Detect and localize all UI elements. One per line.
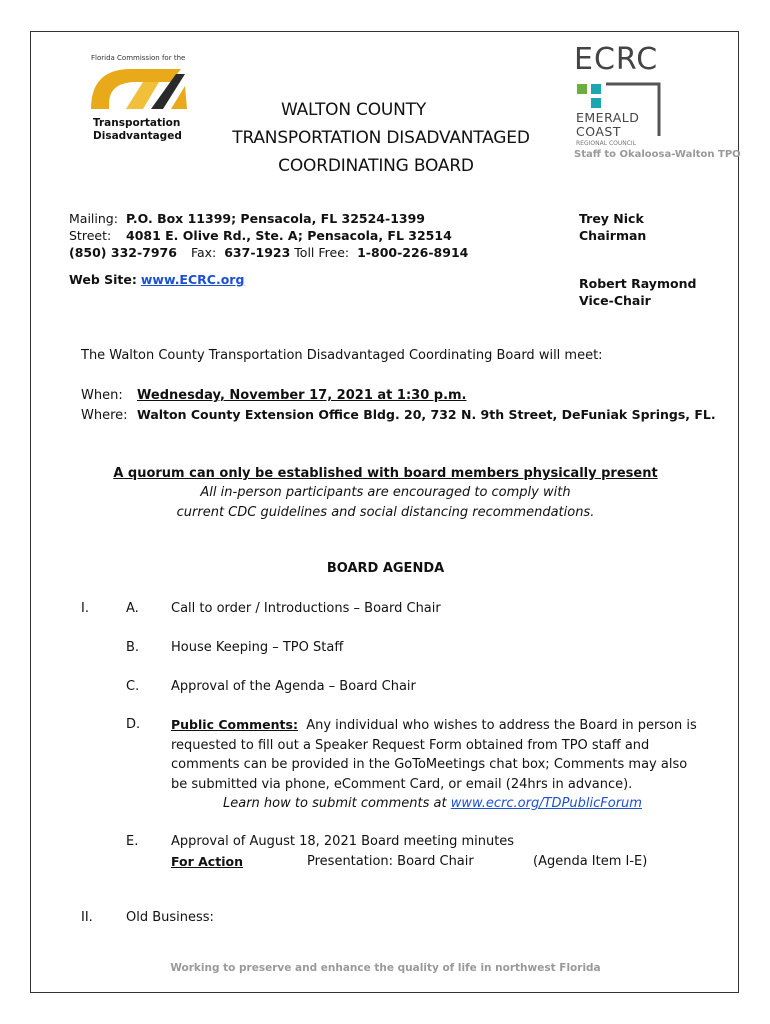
street-row	[69, 227, 589, 244]
item-e-body	[171, 832, 711, 872]
tollfree-value: 1-800-226-8914	[357, 245, 469, 260]
item-e-ref: (Agenda Item I-E)	[533, 853, 648, 869]
item-b-text: House Keeping – TPO Staff	[171, 640, 344, 655]
page-title	[211, 96, 551, 180]
mailing-label: Mailing:	[69, 211, 118, 226]
web-link[interactable]: www.ECRC.org	[140, 272, 245, 287]
street-label: Street:	[69, 228, 112, 243]
fax-value: 637-1923	[224, 245, 291, 260]
ecrc-logo	[574, 42, 741, 172]
meeting-where-row	[81, 405, 716, 426]
agenda-item-c	[126, 677, 416, 697]
item-d-line4: be submitted via phone, eComment Card, or email (24hrs in advance).	[171, 776, 633, 792]
item-d-learn-row	[171, 794, 711, 814]
item-c-text: Approval of the Agenda – Board Chair	[171, 679, 416, 694]
public-forum-link[interactable]: www.ecrc.org/TDPublicForum	[450, 796, 642, 811]
agenda-item-b	[126, 638, 343, 658]
item-c-letter: C.	[126, 679, 140, 694]
title-line-2: TRANSPORTATION DISADVANTAGED	[232, 128, 530, 148]
ctd-logo-line2: Disadvantaged	[93, 130, 182, 142]
item-d-body	[171, 715, 711, 814]
web-label: Web Site:	[69, 272, 137, 287]
item-e-letter: E.	[126, 834, 139, 849]
agenda-section-2-title: Old Business:	[126, 910, 214, 925]
ecrc-square-green-icon	[577, 84, 587, 94]
ctd-logo-line1: Transportation	[93, 117, 181, 129]
item-d-learn: Learn how to submit comments at	[223, 796, 447, 811]
vice-title: Vice-Chair	[579, 293, 651, 308]
item-d-line-1	[171, 715, 711, 736]
chair-name: Trey Nick	[579, 211, 644, 226]
meeting-intro: The Walton County Transportation Disadvantaged Coordinating Board will meet:	[81, 348, 603, 363]
footer-tagline: Working to preserve and enhance the quality of life in northwest Florida	[170, 962, 601, 974]
item-e-detail-row	[171, 852, 711, 872]
officers-block	[579, 210, 729, 309]
vice-name: Robert Raymond	[579, 276, 697, 291]
phone-value: (850) 332-7976	[69, 245, 177, 260]
contact-block	[69, 210, 589, 288]
where-label: Where:	[81, 408, 128, 423]
phone-row	[69, 244, 589, 261]
meeting-when-row	[81, 386, 467, 406]
quorum-line-2: current CDC guidelines and social distancing recommendations.	[176, 505, 595, 520]
ecrc-logo-line2: COAST	[576, 124, 621, 139]
when-label: When:	[81, 388, 123, 403]
item-d-line2: requested to fill out a Speaker Request Form obtained from TPO staff and	[171, 737, 650, 753]
item-a-letter: A.	[126, 601, 139, 616]
item-e-presentation: Presentation: Board Chair	[307, 853, 474, 869]
ecrc-tagline: Staff to Okaloosa-Walton TPO	[574, 149, 741, 160]
ecrc-square-blue-icon	[591, 98, 601, 108]
item-d-line3: comments can be provided in the GoToMeetings chat box; Comments may also	[171, 757, 688, 772]
quorum-block	[31, 464, 740, 523]
title-line-3: COORDINATING BOARD	[278, 156, 474, 176]
chair-title: Chairman	[579, 228, 647, 243]
tollfree-label: Toll Free:	[294, 245, 350, 260]
item-e-action: For Action	[171, 853, 243, 869]
ecrc-square-teal-icon	[591, 84, 601, 94]
mailing-row	[69, 210, 589, 227]
ctd-logo-top-text: Florida Commission for the	[91, 54, 186, 62]
item-b-letter: B.	[126, 640, 140, 655]
street-value: 4081 E. Olive Rd., Ste. A; Pensacola, FL 32514	[126, 228, 452, 243]
item-d-head: Public Comments:	[171, 717, 298, 732]
agenda-section-2: II.	[81, 910, 93, 925]
title-line-1: WALTON COUNTY	[280, 100, 427, 120]
item-d-letter: D.	[126, 717, 141, 732]
ecrc-logo-mark: ECRC	[574, 42, 659, 77]
mailing-value: P.O. Box 11399; Pensacola, FL 32524-1399	[126, 211, 425, 226]
when-value: Wednesday, November 17, 2021 at 1:30 p.m.	[137, 388, 467, 403]
agenda-title: BOARD AGENDA	[326, 561, 445, 576]
item-e-text: Approval of August 18, 2021 Board meeting minutes	[171, 834, 515, 849]
quorum-heading: A quorum can only be established with board members physically present	[113, 466, 658, 481]
agenda-section-1: I.	[81, 601, 89, 616]
item-a-text: Call to order / Introductions – Board Chair	[171, 601, 441, 616]
fax-label: Fax:	[190, 245, 217, 260]
item-d-line1: Any individual who wishes to address the Board in person is	[306, 718, 697, 733]
agenda-item-a	[126, 599, 441, 619]
ecrc-logo-line3: REGIONAL COUNCIL	[576, 140, 637, 147]
ecrc-logo-line1: EMERALD	[576, 110, 640, 125]
quorum-line-1: All in-person participants are encouraged to comply with	[200, 485, 571, 500]
document-page	[30, 31, 739, 993]
where-value: Walton County Extension Office Bldg. 20, 732 N. 9th Street, DeFuniak Springs, FL.	[137, 407, 716, 422]
web-row	[69, 271, 589, 288]
